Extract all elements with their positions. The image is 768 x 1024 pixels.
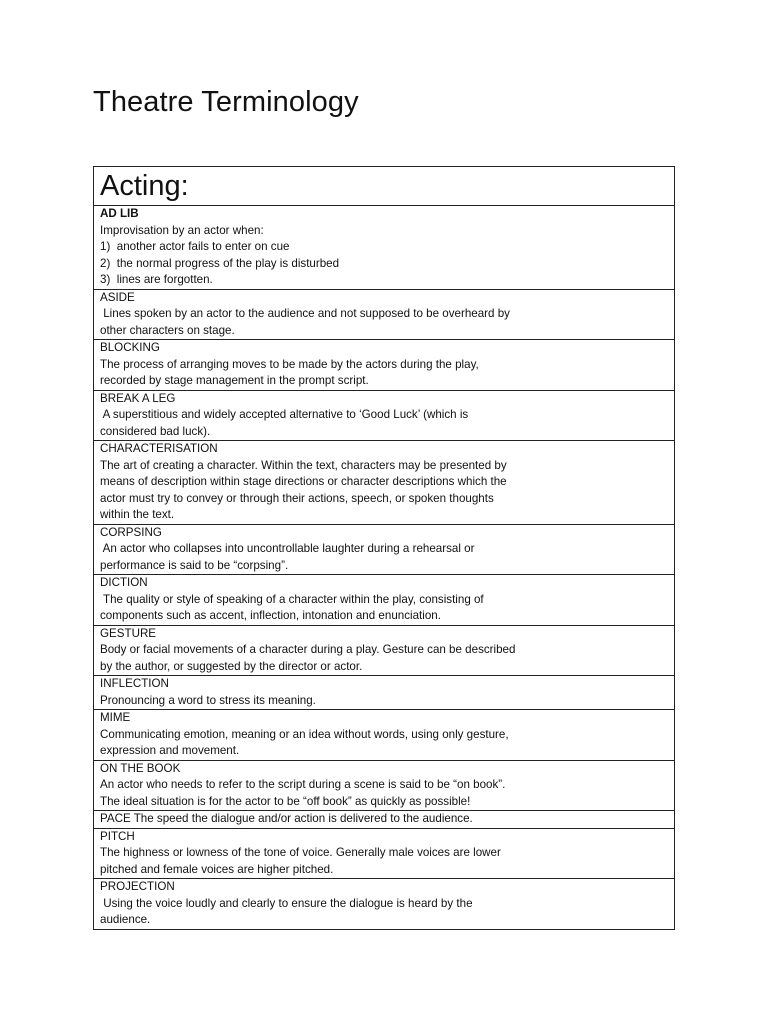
glossary-row — [94, 340, 675, 391]
definition-line: A superstitious and widely accepted alternative to ‘Good Luck’ (which is — [100, 408, 469, 421]
glossary-cell — [94, 760, 675, 811]
term-label: PACE The speed the dialogue and/or action is delivered to the audience. — [100, 812, 473, 825]
definition-line: Pronouncing a word to stress its meaning. — [100, 693, 316, 707]
glossary-row — [94, 390, 675, 441]
definition-line: pitched and female voices are higher pitched. — [100, 862, 334, 876]
term-label: CORPSING — [100, 525, 162, 539]
term-label: PROJECTION — [100, 880, 175, 893]
definition-line: within the text. — [100, 508, 175, 521]
glossary-cell — [94, 575, 675, 626]
definition-line: Lines spoken by an actor to the audience and not supposed to be overheard by — [100, 307, 510, 320]
glossary-row — [94, 206, 675, 290]
glossary-cell — [94, 811, 675, 829]
glossary-cell — [94, 879, 675, 930]
definition-line: The quality or style of speaking of a character within the play, consisting of — [100, 592, 484, 606]
page-title: Theatre Terminology — [93, 86, 359, 118]
definition-line: components such as accent, inflection, intonation and enunciation. — [100, 609, 441, 622]
glossary-cell — [94, 710, 675, 761]
glossary-row — [94, 760, 675, 811]
glossary-cell — [94, 524, 675, 575]
definition-line: The art of creating a character. Within the text, characters may be presented by — [100, 458, 507, 472]
glossary-row — [94, 441, 675, 525]
glossary-row — [94, 811, 675, 829]
glossary-cell — [94, 828, 675, 879]
definition-line: 2) the normal progress of the play is disturbed — [100, 256, 340, 270]
term-label: GESTURE — [100, 626, 157, 640]
term-label: CHARACTERISATION — [100, 442, 218, 455]
glossary-row — [94, 524, 675, 575]
term-label: PITCH — [100, 829, 135, 843]
glossary-row — [94, 625, 675, 676]
glossary-cell — [94, 289, 675, 340]
definition-line: actor must try to convey or through their actions, speech, or spoken thoughts — [100, 491, 494, 505]
definition-line: The highness or lowness of the tone of voice. Generally male voices are lower — [100, 846, 501, 859]
term-label: BLOCKING — [100, 341, 160, 354]
definition-line: expression and movement. — [100, 744, 240, 757]
glossary-row — [94, 879, 675, 930]
definition-line: The ideal situation is for the actor to be “off book” as quickly as possible! — [100, 794, 471, 808]
definition-line: An actor who collapses into uncontrollable laughter during a rehearsal or — [100, 542, 475, 555]
glossary-cell — [94, 340, 675, 391]
definition-line: other characters on stage. — [100, 323, 235, 337]
glossary-cell — [94, 676, 675, 710]
section-heading: Acting: — [94, 167, 675, 206]
definition-line: by the author, or suggested by the director or actor. — [100, 659, 363, 673]
definition-line: audience. — [100, 913, 151, 926]
glossary-cell — [94, 625, 675, 676]
glossary-row — [94, 676, 675, 710]
term-label: DICTION — [100, 576, 148, 589]
definition-line: 3) lines are forgotten. — [100, 273, 213, 286]
glossary-row — [94, 289, 675, 340]
definition-line: Improvisation by an actor when: — [100, 223, 264, 237]
definition-line: Using the voice loudly and clearly to ensure the dialogue is heard by the — [100, 896, 473, 910]
section-header-row — [94, 167, 675, 206]
glossary-row — [94, 710, 675, 761]
definition-line: Communicating emotion, meaning or an idea without words, using only gesture, — [100, 727, 509, 741]
glossary-cell — [94, 206, 675, 290]
glossary-cell — [94, 390, 675, 441]
glossary-row — [94, 828, 675, 879]
term-label: ASIDE — [100, 290, 135, 304]
term-label: INFLECTION — [100, 677, 169, 690]
definition-line: considered bad luck). — [100, 424, 211, 438]
definition-line: recorded by stage management in the prompt script. — [100, 374, 369, 387]
definition-line: means of description within stage directions or character descriptions which the — [100, 475, 507, 488]
term-label: BREAK A LEG — [100, 391, 176, 405]
term-label: ON THE BOOK — [100, 761, 181, 775]
definition-line: performance is said to be “corpsing”. — [100, 558, 289, 572]
glossary-table — [93, 166, 675, 930]
definition-line: The process of arranging moves to be made by the actors during the play, — [100, 357, 479, 371]
definition-line: 1) another actor fails to enter on cue — [100, 240, 290, 253]
glossary-row — [94, 575, 675, 626]
term-label: AD LIB — [100, 207, 139, 220]
definition-line: Body or facial movements of a character during a play. Gesture can be described — [100, 643, 516, 656]
term-label: MIME — [100, 711, 131, 724]
glossary-cell — [94, 441, 675, 525]
definition-line: An actor who needs to refer to the script during a scene is said to be “on book”. — [100, 778, 506, 791]
